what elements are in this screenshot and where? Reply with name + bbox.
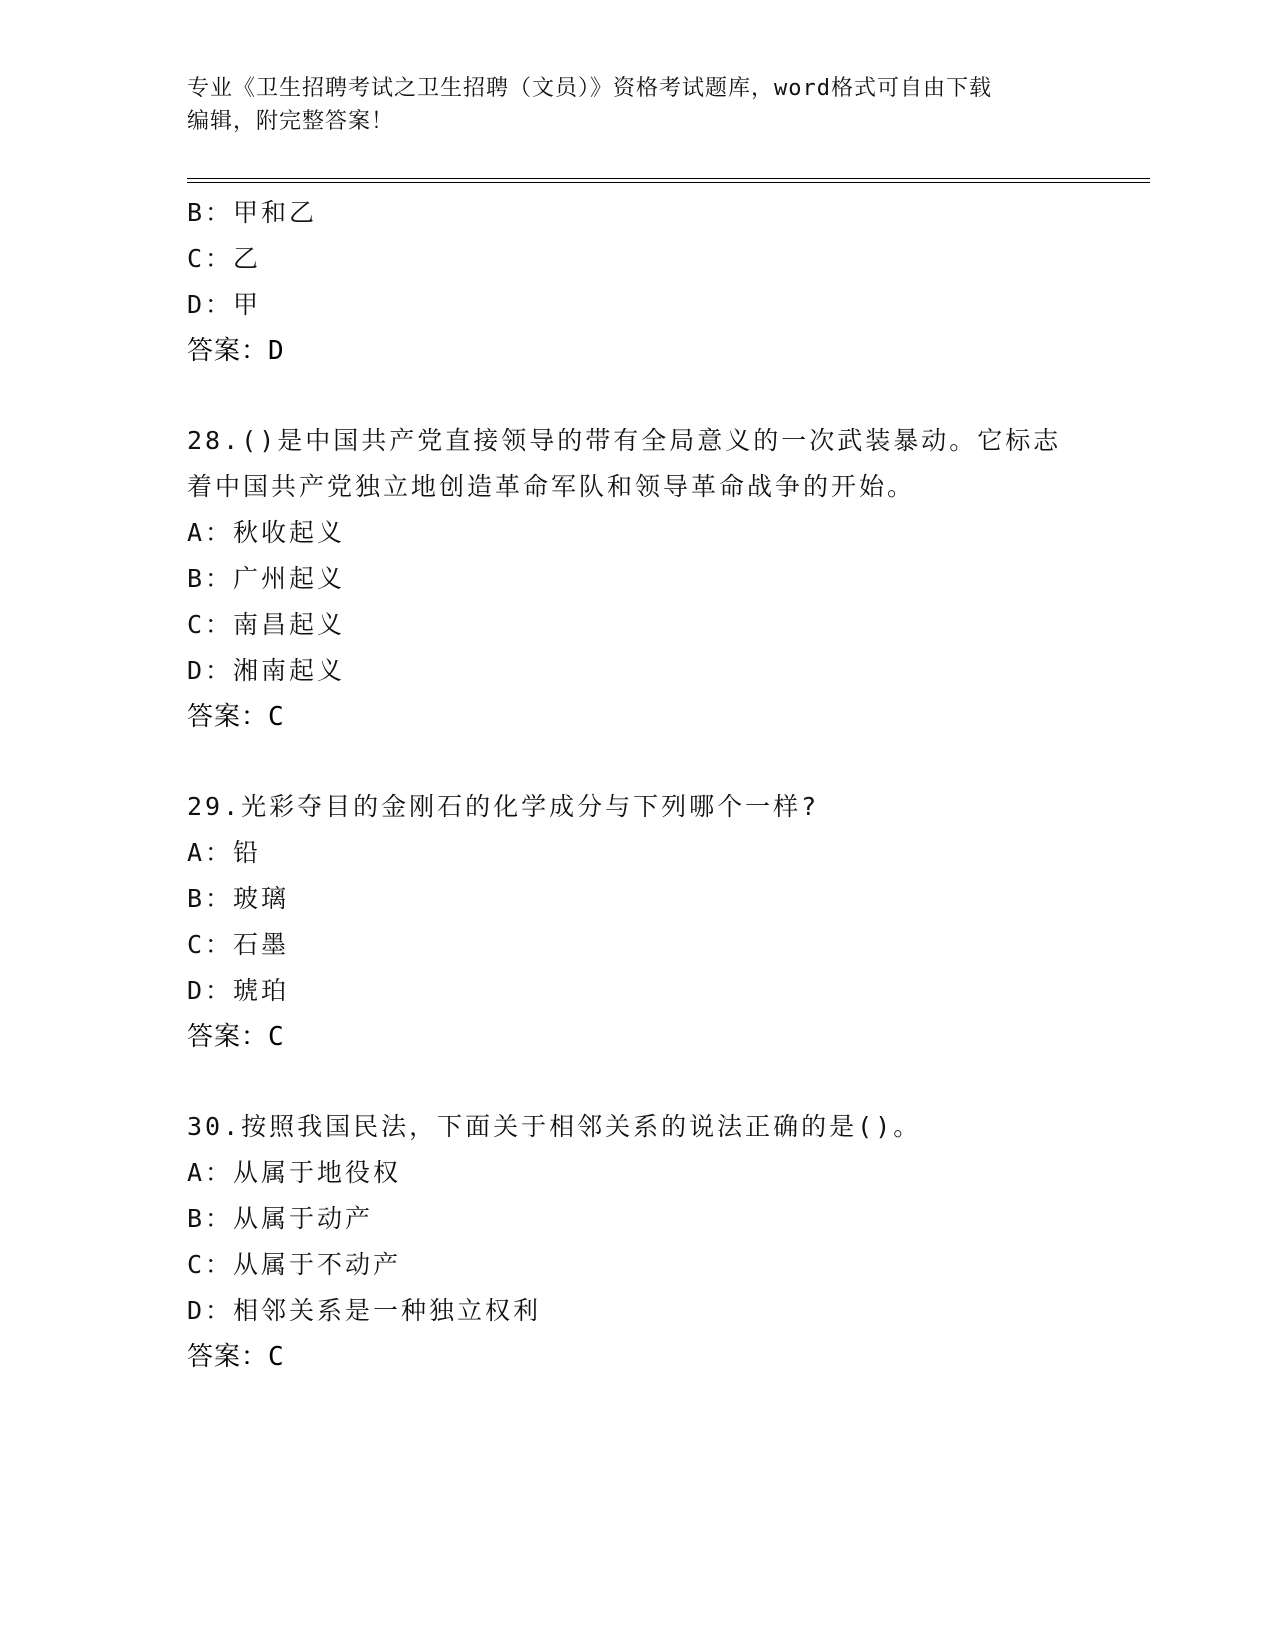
option-a: A：铅 [187, 838, 262, 867]
header-divider-top [187, 178, 1150, 179]
option-d: D：相邻关系是一种独立权利 [187, 1296, 542, 1325]
option-b: B：甲和乙 [187, 198, 318, 227]
question-text-line-2: 着中国共产党独立地创造革命军队和领导革命战争的开始。 [187, 472, 916, 501]
answer-label: 答案：C [187, 1342, 285, 1372]
answer-label: 答案：C [187, 1022, 285, 1052]
option-a: A：秋收起义 [187, 518, 346, 547]
option-b: B：从属于动产 [187, 1204, 374, 1233]
answer-label: 答案：C [187, 702, 285, 732]
header-line-2: 编辑，附完整答案！ [187, 109, 395, 134]
question-text-line-1: 30.按照我国民法，下面关于相邻关系的说法正确的是()。 [187, 1112, 922, 1141]
option-c: C：乙 [187, 244, 262, 273]
option-c: C：石墨 [187, 930, 290, 959]
question-27-continued [187, 190, 1087, 374]
question-28 [187, 418, 1087, 740]
option-d: D：甲 [187, 290, 262, 319]
header-line-1: 专业《卫生招聘考试之卫生招聘（文员）》资格考试题库，word格式可自由下载 [187, 76, 992, 101]
question-text-line-1: 28.()是中国共产党直接领导的带有全局意义的一次武装暴动。它标志 [187, 426, 1062, 455]
header-divider-bottom [187, 182, 1150, 183]
document-header [187, 72, 1087, 138]
option-c: C：南昌起义 [187, 610, 346, 639]
option-d: D：湘南起义 [187, 656, 346, 685]
answer-label: 答案：D [187, 336, 285, 366]
option-d: D：琥珀 [187, 976, 290, 1005]
question-list [187, 190, 1087, 1380]
question-29 [187, 784, 1087, 1060]
option-b: B：玻璃 [187, 884, 290, 913]
option-c: C：从属于不动产 [187, 1250, 402, 1279]
option-a: A：从属于地役权 [187, 1158, 402, 1187]
option-b: B：广州起义 [187, 564, 346, 593]
question-text-line-1: 29.光彩夺目的金刚石的化学成分与下列哪个一样? [187, 792, 820, 821]
question-30 [187, 1104, 1087, 1380]
